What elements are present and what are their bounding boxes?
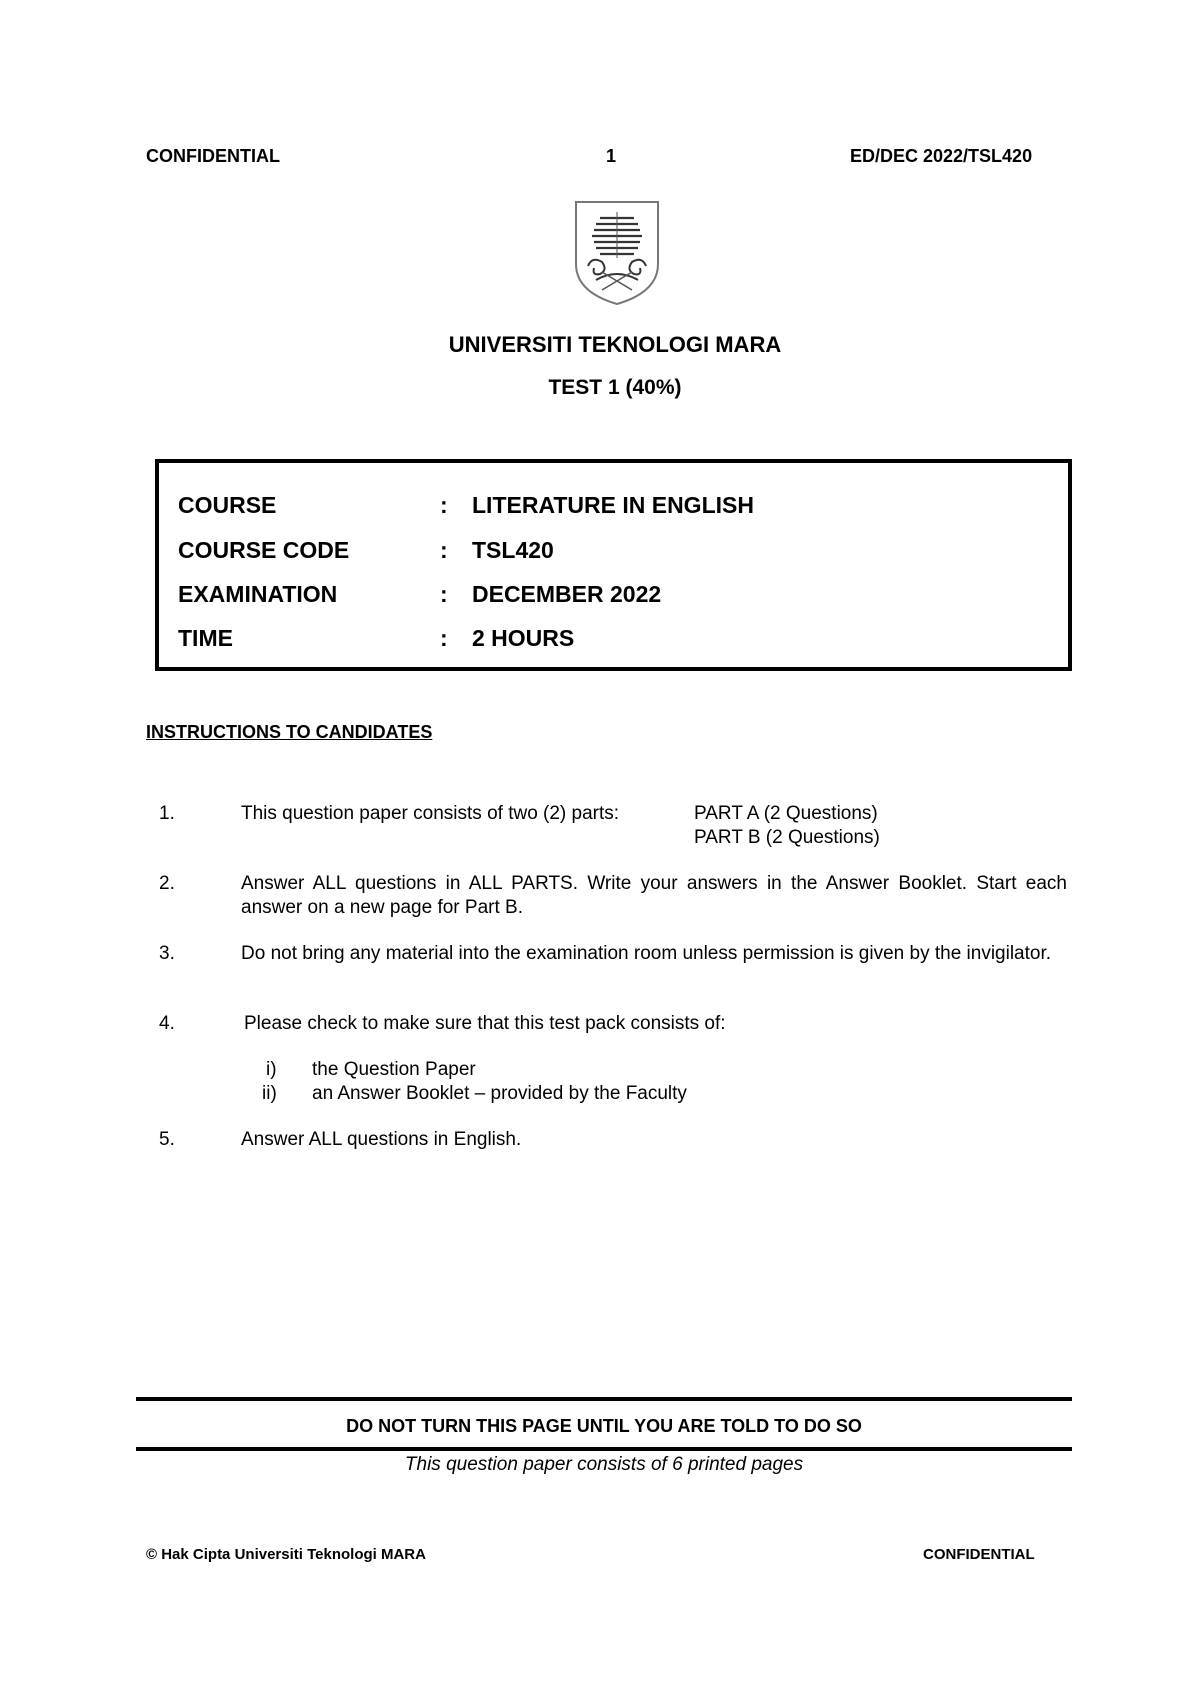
instruction-text: Please check to make sure that this test pack consists of: — [244, 1013, 726, 1034]
course-code-label: COURSE CODE — [178, 537, 350, 563]
time-value: 2 HOURS — [472, 625, 575, 651]
instructions-heading: INSTRUCTIONS TO CANDIDATES — [146, 722, 433, 742]
header-confidential: CONFIDENTIAL — [146, 146, 280, 166]
time-colon: : — [440, 625, 448, 651]
examination-colon: : — [440, 581, 448, 607]
examination-value: DECEMBER 2022 — [472, 581, 662, 607]
instruction-text: Answer ALL questions in English. — [241, 1129, 522, 1150]
instruction-number: 1. — [159, 803, 175, 824]
instruction-text: Answer ALL questions in ALL PARTS. Write your answers in the Answer Booklet. Start each answer on a new page for Part B. — [241, 873, 1067, 918]
instruction-number: 5. — [159, 1129, 175, 1150]
sub-item-text: an Answer Booklet – provided by the Faculty — [312, 1083, 687, 1104]
time-label: TIME — [178, 625, 233, 651]
divider-bottom — [136, 1447, 1072, 1451]
part-a-info: PART A (2 Questions) — [694, 803, 878, 824]
sub-item-number: ii) — [262, 1083, 277, 1104]
footer-confidential: CONFIDENTIAL — [923, 1546, 1035, 1563]
printed-pages-note: This question paper consists of 6 printed pages — [404, 1454, 804, 1475]
instruction-number: 2. — [159, 873, 175, 894]
part-b-info: PART B (2 Questions) — [694, 827, 880, 848]
instruction-text: Do not bring any material into the examination room unless permission is given by the invigilator. — [241, 943, 1052, 964]
instruction-number: 4. — [159, 1013, 175, 1034]
test-title: TEST 1 (40%) — [548, 376, 682, 399]
examination-label: EXAMINATION — [178, 581, 338, 607]
course-colon: : — [440, 492, 448, 518]
copyright-notice: © Hak Cipta Universiti Teknologi MARA — [146, 1546, 426, 1563]
course-info-box — [155, 459, 1072, 671]
sub-item-text: the Question Paper — [312, 1059, 476, 1080]
paper-code: ED/DEC 2022/TSL420 — [850, 146, 1033, 166]
course-code-colon: : — [440, 537, 448, 563]
instruction-text: This question paper consists of two (2) parts: — [241, 803, 620, 824]
course-label: COURSE — [178, 492, 277, 518]
divider-top — [136, 1397, 1072, 1401]
page-number: 1 — [606, 146, 617, 166]
instruction-number: 3. — [159, 943, 175, 964]
course-value: LITERATURE IN ENGLISH — [472, 492, 754, 518]
university-name: UNIVERSITI TEKNOLOGI MARA — [448, 332, 782, 357]
university-crest-icon — [574, 200, 660, 306]
do-not-turn-warning: DO NOT TURN THIS PAGE UNTIL YOU ARE TOLD TO DO SO — [346, 1416, 862, 1436]
course-code-value: TSL420 — [472, 537, 554, 563]
sub-item-number: i) — [266, 1059, 277, 1080]
